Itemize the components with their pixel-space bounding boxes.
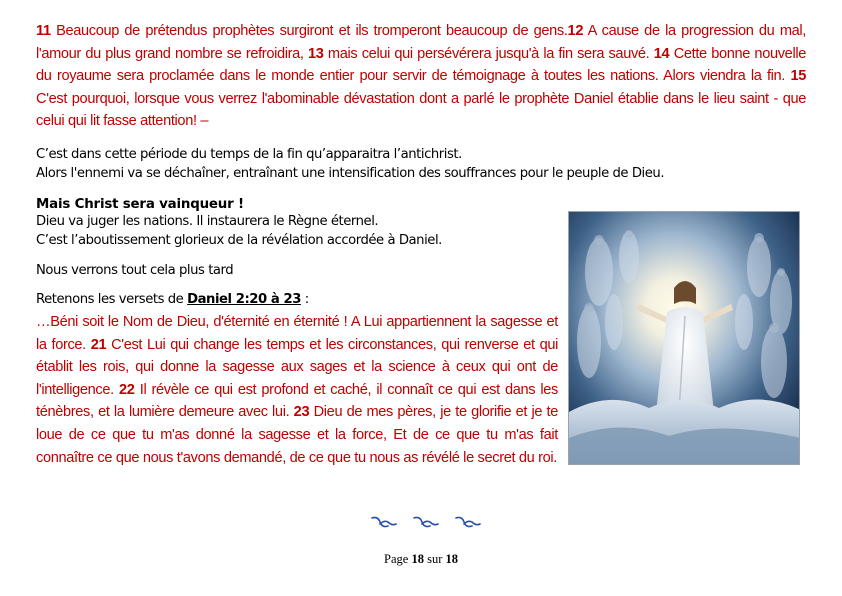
daniel-2-verse-block <box>36 311 558 469</box>
verse-text: Beaucoup de prétendus prophètes surgiront et ils tromperont beaucoup de gens. <box>50 23 568 39</box>
verse-number: 23 <box>293 404 310 421</box>
page-footer <box>0 552 842 567</box>
paragraph-line: Dieu va juger les nations. Il instaurera le Règne éternel. <box>36 214 379 229</box>
swirl-ornament-icon <box>456 518 480 527</box>
verses-intro-text: Retenons les versets de <box>36 292 188 307</box>
total-page-number: 18 <box>445 552 458 566</box>
footer-label: sur <box>423 552 446 566</box>
swirl-ornament-icon <box>372 518 396 527</box>
later-paragraph: Nous verrons tout cela plus tard <box>36 263 234 278</box>
verse-text: A cause de la progression du mal, l'amour du plus grand nombre se refroidira, <box>36 23 806 62</box>
verse-text: C'est pourquoi, lorsque vous verrez l'abominable dévastation dont a parlé le prophète Daniel établie dans le lieu saint - que celui qui lit fasse attention! – <box>36 90 806 130</box>
verse-text: C'est Lui qui change les temps et les circonstances, qui renverse et qui établit les rois, qui donne la sagesse aux sages et la science à ceux qui ont de l'intelligence. <box>36 336 559 398</box>
swirl-ornament-icon <box>414 518 438 527</box>
verse-text: Cette bonne nouvelle du royaume sera proclamée dans le monde entier pour servir de témoignage à toutes les nations. Alors viendra la fin. <box>36 45 806 85</box>
verse-text: …Béni soit le Nom de Dieu, d'éternité en éternité ! A Lui appartiennent la sagesse et la force. <box>36 314 558 353</box>
verse-number: 22 <box>119 381 135 398</box>
christ-returning-with-angels-image <box>568 211 800 465</box>
matthew-24-verse-block <box>36 20 806 133</box>
verse-number: 12 <box>567 23 584 39</box>
judgment-paragraph <box>36 212 556 250</box>
paragraph-line: C’est dans cette période du temps de la fin qu’apparaitra l’antichrist. <box>36 147 462 162</box>
verse-number: 15 <box>790 68 806 85</box>
paragraph-line: Alors l'ennemi va se déchaîner, entraînant une intensification des souffrances pour le peuple de Dieu. <box>36 166 665 181</box>
footer-label: Page <box>384 552 412 566</box>
verse-text: Dieu de mes pères, je te glorifie et je te loue de ce que tu m'as donné la sagesse et la force, Et de ce que tu m'as fait connaître ce que nous t'avons demandé, de ce que tu nous as révélé le secret du roi. <box>36 404 558 466</box>
section-divider-ornaments <box>368 512 488 536</box>
verses-intro-colon: : <box>300 292 309 307</box>
verse-number: 11 <box>36 23 51 39</box>
paragraph-line: C’est l’aboutissement glorieux de la révélation accordée à Daniel. <box>36 233 442 248</box>
verses-intro <box>36 290 309 309</box>
scripture-reference-link[interactable]: Daniel 2:20 à 23 <box>187 292 301 307</box>
antichrist-paragraph <box>36 145 816 183</box>
verse-number: 13 <box>308 45 324 62</box>
verse-text: Il révèle ce qui est profond et caché, il connaît ce qui est dans les ténèbres, et la lumière demeure avec lui. <box>36 381 558 421</box>
verse-text: mais celui qui persévérera jusqu'à la fin sera sauvé. <box>323 45 654 62</box>
verse-number: 14 <box>653 45 670 62</box>
verse-number: 21 <box>90 336 107 353</box>
current-page-number: 18 <box>411 552 424 566</box>
section-heading: Mais Christ sera vainqueur ! <box>36 197 244 212</box>
